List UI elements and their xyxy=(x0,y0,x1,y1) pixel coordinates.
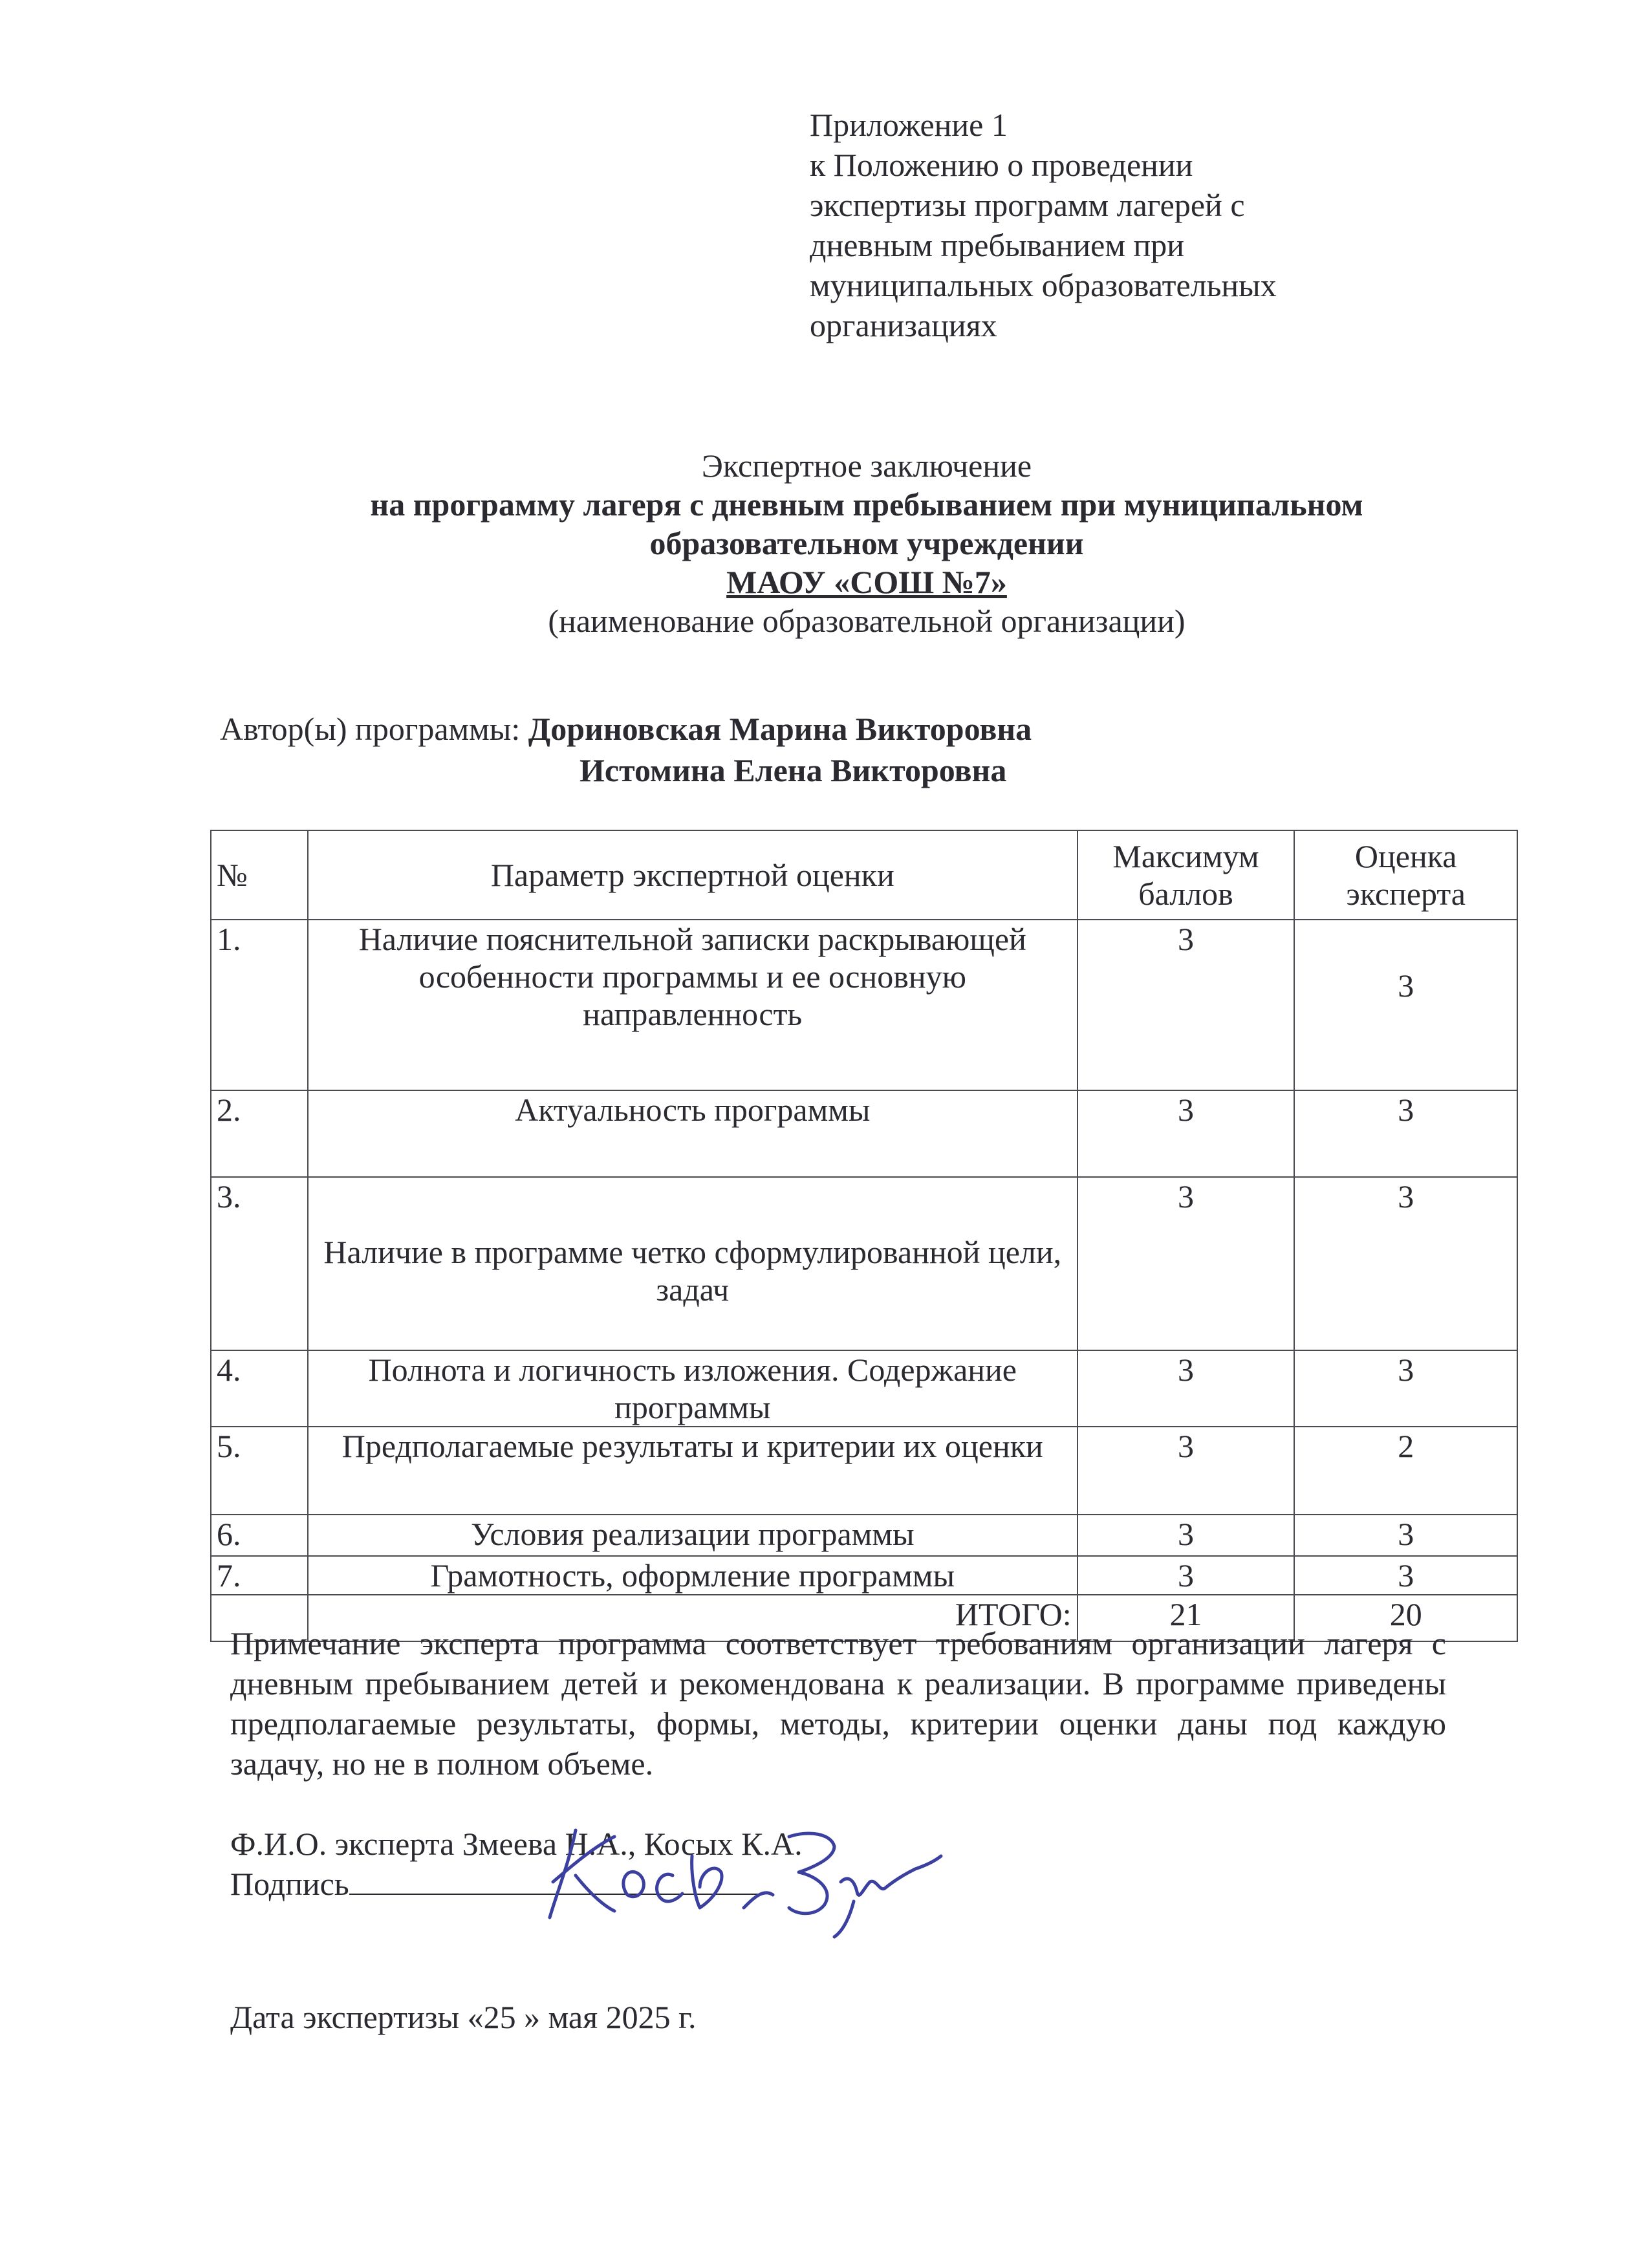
row-max: 3 xyxy=(1077,1427,1295,1515)
header-param: Параметр экспертной оценки xyxy=(308,830,1077,920)
expert-note: Примечание эксперта программа соответствует требованиям организации лагеря с дневным пребыванием детей и рекомендована к реализации. В программе приведены предполагаемые результаты, формы, методы, критерии оценки даны под каждую задачу, но не в полном объеме. xyxy=(230,1625,1446,1782)
organization-caption: (наименование образовательной организации) xyxy=(548,603,1186,639)
table-row xyxy=(211,1556,1517,1595)
authors-label: Автор(ы) программы: xyxy=(220,711,521,747)
row-num: 2. xyxy=(211,1090,308,1177)
total-label: ИТОГО: xyxy=(308,1595,1077,1641)
document-title-block xyxy=(162,446,1572,640)
document-title: Экспертное заключение xyxy=(701,448,1032,484)
row-num: 7. xyxy=(211,1556,308,1595)
row-max: 3 xyxy=(1077,1177,1295,1350)
expert-names: Ф.И.О. эксперта Змеева Н.А., Косых К.А. xyxy=(230,1826,803,1862)
appendix-line: к Положению о проведении xyxy=(810,147,1193,183)
header-max: Максимум баллов xyxy=(1077,830,1295,920)
row-score: 3 xyxy=(1294,920,1517,1090)
row-score: 3 xyxy=(1294,1556,1517,1595)
author-name: Истомина Елена Викторовна xyxy=(579,752,1007,788)
total-max: 21 xyxy=(1077,1595,1295,1641)
table-row xyxy=(211,920,1517,1090)
author-name: Дориновская Марина Викторовна xyxy=(528,711,1032,747)
evaluation-table xyxy=(210,830,1518,1642)
expertise-date: Дата экспертизы «25 » мая 2025 г. xyxy=(230,1999,697,2035)
row-param: Предполагаемые результаты и критерии их оценки xyxy=(308,1427,1077,1515)
appendix-line: дневным пребыванием при xyxy=(810,227,1184,263)
header-score: Оценка эксперта xyxy=(1294,830,1517,920)
row-score: 2 xyxy=(1294,1427,1517,1515)
row-num: 3. xyxy=(211,1177,308,1350)
row-max: 3 xyxy=(1077,1350,1295,1427)
appendix-line: Приложение 1 xyxy=(810,107,1008,143)
row-num: 1. xyxy=(211,920,308,1090)
organization-name: МАОУ «СОШ №7» xyxy=(726,564,1007,600)
table-row xyxy=(211,1090,1517,1177)
signature-label: Подпись xyxy=(230,1866,349,1902)
table-row xyxy=(211,1427,1517,1515)
appendix-line: муниципальных образовательных xyxy=(810,267,1277,303)
title-subject-line: на программу лагеря с дневным пребыванием при муниципальном xyxy=(370,486,1363,523)
appendix-line: организациях xyxy=(810,307,997,343)
table-header-row xyxy=(211,830,1517,920)
appendix-line: экспертизы программ лагерей с xyxy=(810,187,1245,223)
row-param: Полнота и логичность изложения. Содержание программы xyxy=(308,1350,1077,1427)
row-max: 3 xyxy=(1077,1556,1295,1595)
table-row xyxy=(211,1515,1517,1556)
header-num: № xyxy=(211,830,308,920)
row-param: Условия реализации программы xyxy=(308,1515,1077,1556)
row-max: 3 xyxy=(1077,1515,1295,1556)
row-score: 3 xyxy=(1294,1177,1517,1350)
row-score: 3 xyxy=(1294,1090,1517,1177)
row-param: Актуальность программы xyxy=(308,1090,1077,1177)
total-score: 20 xyxy=(1294,1595,1517,1641)
row-param: Наличие в программе четко сформулированной цели, задач xyxy=(308,1177,1077,1350)
row-max: 3 xyxy=(1077,1090,1295,1177)
handwritten-signature-image xyxy=(530,1785,944,1940)
table-row xyxy=(211,1177,1517,1350)
appendix-reference xyxy=(810,105,1392,345)
row-param: Грамотность, оформление программы xyxy=(308,1556,1077,1595)
title-subject-line: образовательном учреждении xyxy=(649,525,1084,561)
row-num: 6. xyxy=(211,1515,308,1556)
row-max: 3 xyxy=(1077,920,1295,1090)
row-score: 3 xyxy=(1294,1350,1517,1427)
row-num: 4. xyxy=(211,1350,308,1427)
row-param: Наличие пояснительной записки раскрывающей особенности программы и ее основную направленность xyxy=(308,920,1077,1090)
table-row xyxy=(211,1350,1517,1427)
program-authors xyxy=(220,708,1513,788)
row-num: 5. xyxy=(211,1427,308,1515)
row-score: 3 xyxy=(1294,1515,1517,1556)
